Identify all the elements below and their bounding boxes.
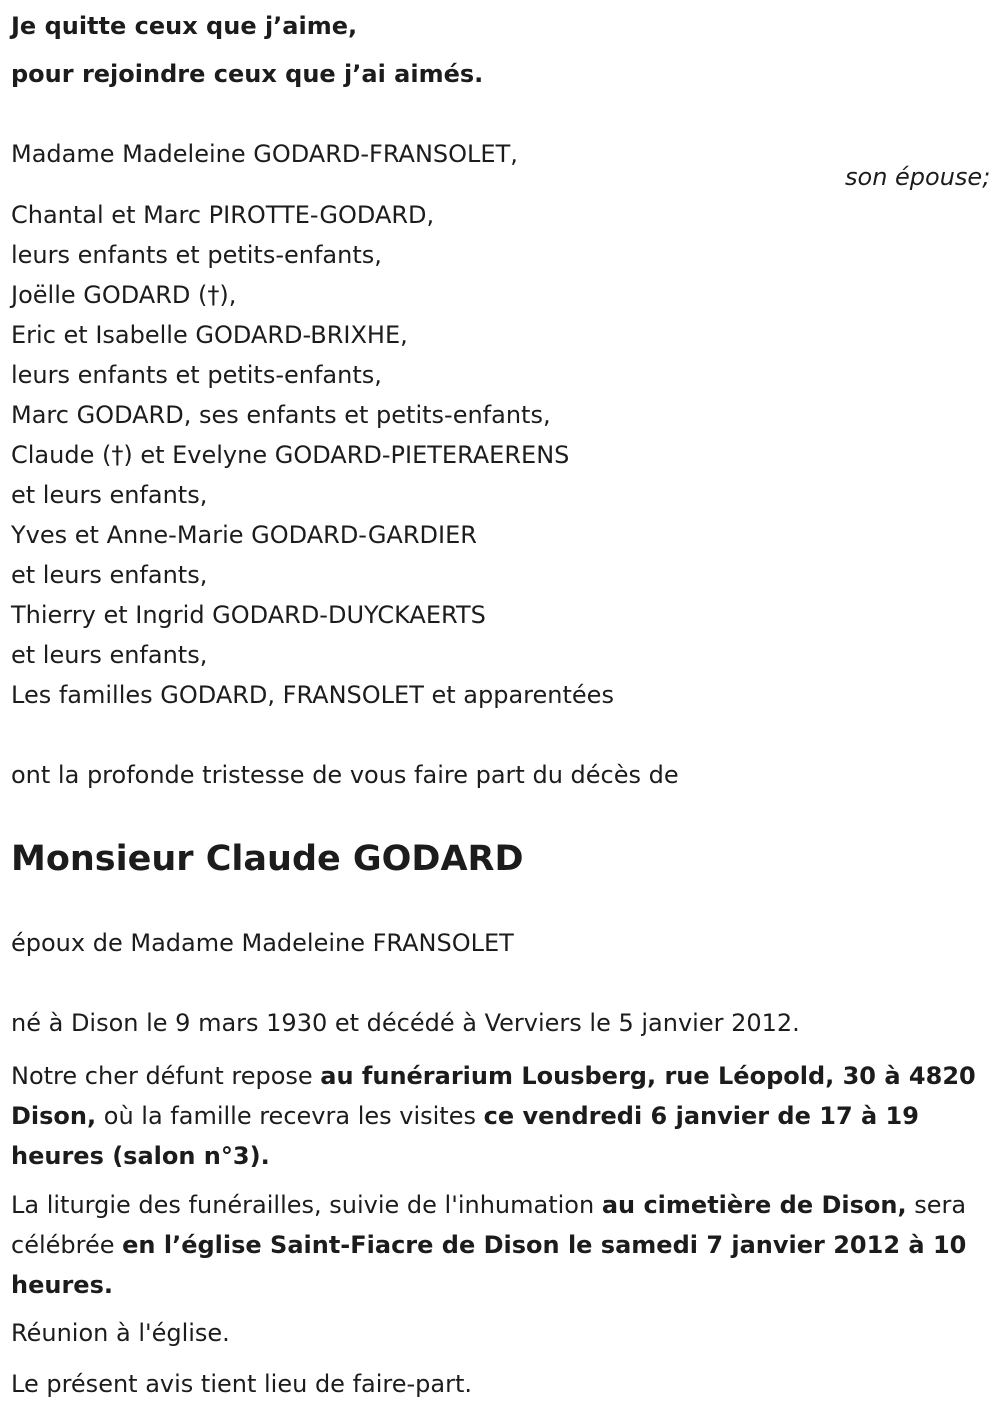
visitation-time: ce vendredi 6 janvier de 17 à 19 heures (salon n°3).	[11, 1102, 919, 1170]
family-line: Yves et Anne-Marie GODARD-GARDIER	[11, 521, 477, 549]
funeral-text-1: La liturgie des funérailles, suivie de l'inhumation	[11, 1191, 602, 1219]
family-line: Thierry et Ingrid GODARD-DUYCKAERTS	[11, 601, 486, 629]
visitation-place: au funérarium Lousberg, rue Léopold, 30 à 4820 Dison,	[11, 1062, 976, 1130]
visitation-text-1: Notre cher défunt repose	[11, 1062, 321, 1090]
spouse-name: Madame Madeleine GODARD-FRANSOLET,	[11, 140, 518, 168]
family-line: Joëlle GODARD (†),	[11, 281, 237, 309]
family-line: Claude (†) et Evelyne GODARD-PIETERAERENS	[11, 441, 570, 469]
visitation-paragraph	[11, 1056, 986, 1176]
funeral-church: en l’église Saint-Fiacre de Dison le samedi 7 janvier 2012 à 10 heures.	[11, 1231, 967, 1299]
family-line: et leurs enfants,	[11, 641, 208, 669]
family-line: Les familles GODARD, FRANSOLET et apparentées	[11, 681, 614, 709]
deceased-name: Monsieur Claude GODARD	[11, 839, 524, 879]
family-line: leurs enfants et petits-enfants,	[11, 241, 382, 269]
funeral-cemetery: au cimetière de Dison,	[601, 1191, 907, 1219]
reunion: Réunion à l'église.	[11, 1319, 230, 1347]
birth-death: né à Dison le 9 mars 1930 et décédé à Verviers le 5 janvier 2012.	[11, 1009, 800, 1037]
verse-line-1: Je quitte ceux que j’aime,	[11, 12, 358, 40]
announcement: ont la profonde tristesse de vous faire part du décès de	[11, 761, 679, 789]
family-line: et leurs enfants,	[11, 481, 208, 509]
family-line: Eric et Isabelle GODARD-BRIXHE,	[11, 321, 408, 349]
visitation-text-2: où la famille recevra les visites	[96, 1102, 484, 1130]
spouse-role: son épouse;	[845, 163, 991, 191]
family-line: et leurs enfants,	[11, 561, 208, 589]
family-line: Marc GODARD, ses enfants et petits-enfants,	[11, 401, 551, 429]
family-line: Chantal et Marc PIROTTE-GODARD,	[11, 201, 435, 229]
closing: Le présent avis tient lieu de faire-part.	[11, 1370, 473, 1398]
family-line: leurs enfants et petits-enfants,	[11, 361, 382, 389]
husband-of: époux de Madame Madeleine FRANSOLET	[11, 929, 514, 957]
verse-line-2: pour rejoindre ceux que j’ai aimés.	[11, 60, 484, 88]
funeral-text-2: sera célébrée	[11, 1191, 967, 1259]
funeral-paragraph	[11, 1185, 986, 1305]
